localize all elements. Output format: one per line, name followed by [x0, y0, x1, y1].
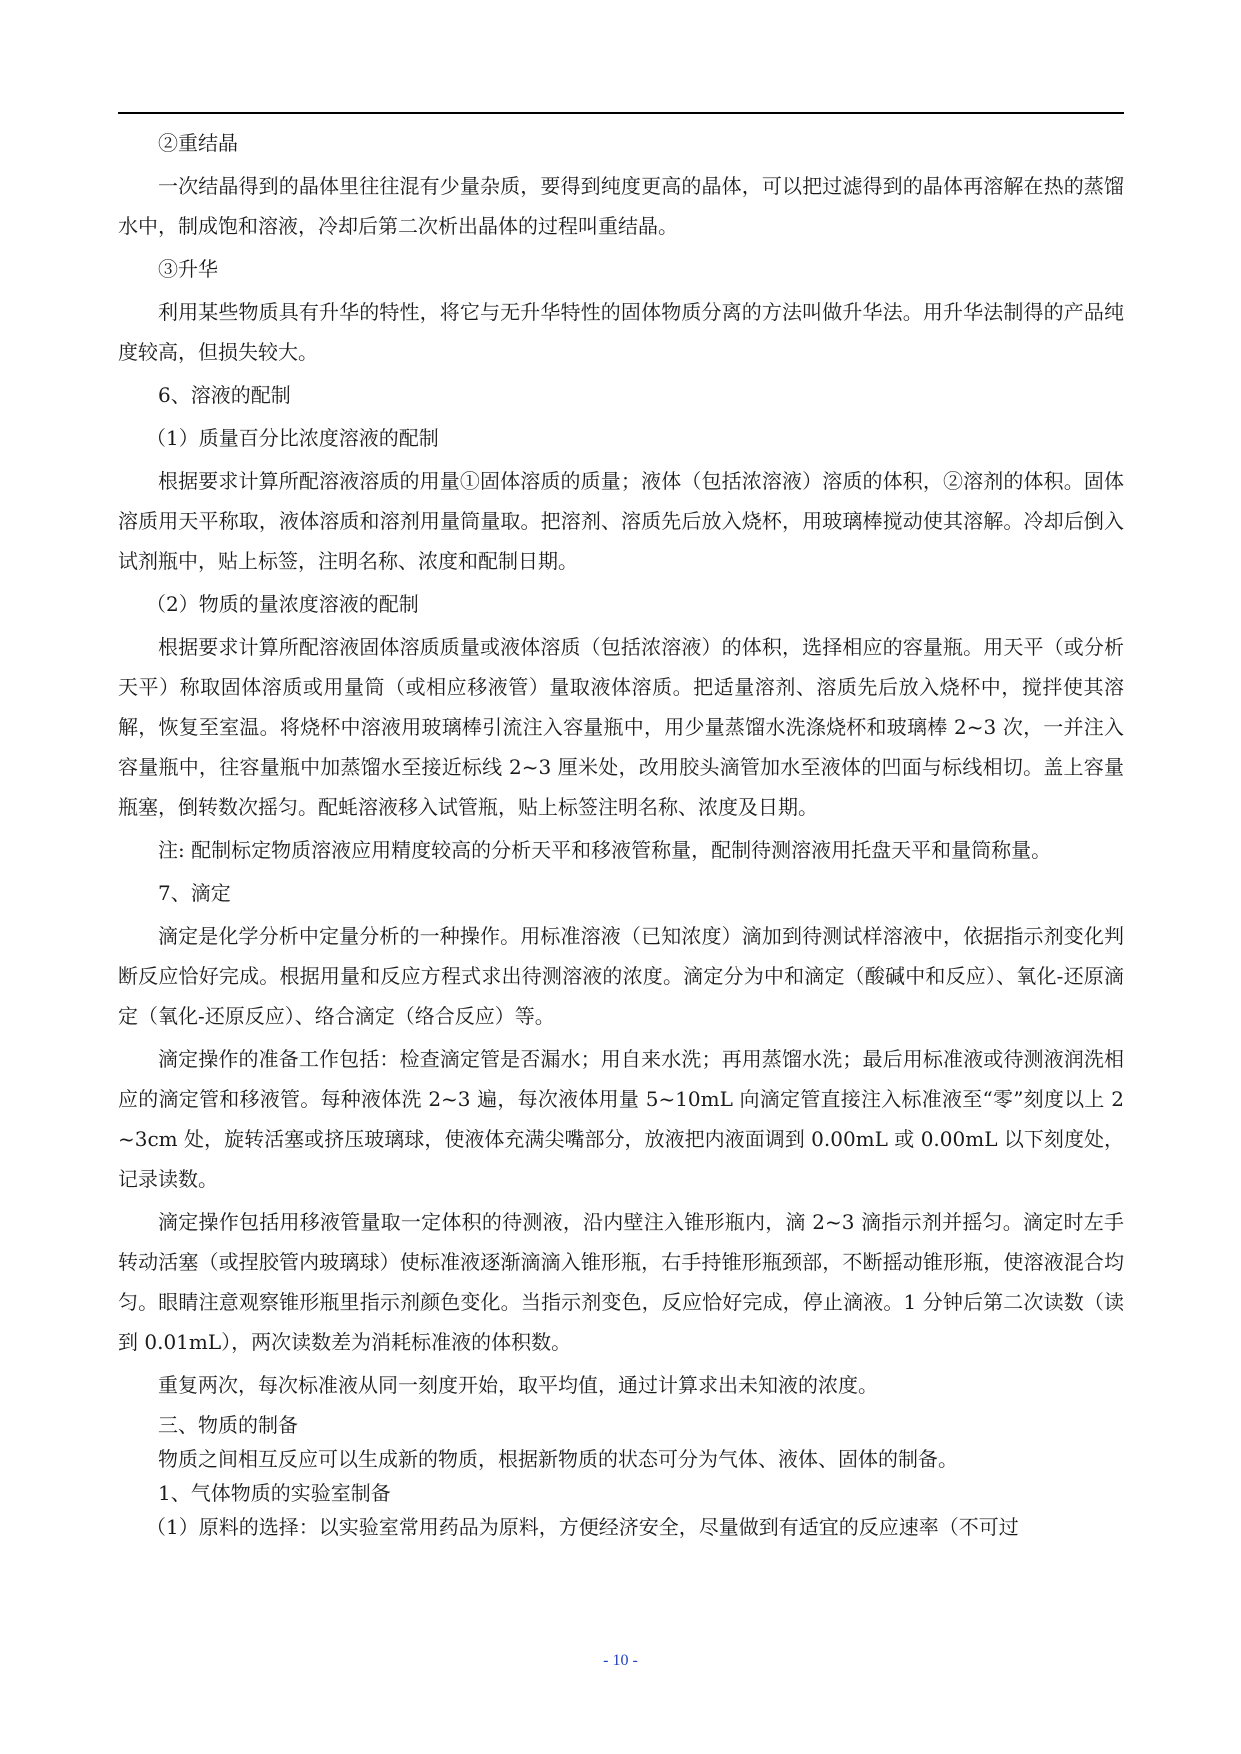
paragraph: 7、滴定	[158, 881, 231, 905]
paragraph: 利用某些物质具有升华的特性，将它与无升华特性的固体物质分离的方法叫做升华法。用升华法制得的产品纯度较高，但损失较大。	[118, 300, 1124, 364]
paragraph: 6、溶液的配制	[158, 383, 291, 407]
paragraph: ②重结晶	[158, 131, 238, 155]
paragraph: 滴定操作包括用移液管量取一定体积的待测液，沿内壁注入锥形瓶内，滴 2~3 滴指示剂并摇匀。滴定时左手转动活塞（或捏胶管内玻璃球）使标准液逐渐滴滴入锥形瓶，右手持锥形瓶颈部，不断摇动锥形瓶，使溶液混合均匀。眼睛注意观察锥形瓶里指示剂颜色变化。当指示剂变色，反应恰好完成，停止滴液。1 分钟后第二次读数（读到 0.01mL），两次读数差为消耗标准液的体积数。	[118, 1210, 1124, 1354]
paragraph: 根据要求计算所配溶液溶质的用量①固体溶质的质量；液体（包括浓溶液）溶质的体积，②溶剂的体积。固体溶质用天平称取，液体溶质和溶剂用量筒量取。把溶剂、溶质先后放入烧杯，用玻璃棒搅动使其溶解。冷却后倒入试剂瓶中，贴上标签，注明名称、浓度和配制日期。	[118, 469, 1124, 573]
paragraph: 一次结晶得到的晶体里往往混有少量杂质，要得到纯度更高的晶体，可以把过滤得到的晶体再溶解在热的蒸馏水中，制成饱和溶液，冷却后第二次析出晶体的过程叫重结晶。	[118, 174, 1124, 238]
header-rule	[118, 112, 1124, 114]
paragraph: 注: 配制标定物质溶液应用精度较高的分析天平和移液管称量，配制待测溶液用托盘天平和量筒称量。	[158, 838, 1052, 862]
paragraph: 重复两次，每次标准液从同一刻度开始，取平均值，通过计算求出未知液的浓度。	[158, 1373, 878, 1397]
paragraph: （2）物质的量浓度溶液的配制	[146, 592, 419, 616]
paragraph: 滴定是化学分析中定量分析的一种操作。用标准溶液（已知浓度）滴加到待测试样溶液中，依据指示剂变化判断反应恰好完成。根据用量和反应方程式求出待测溶液的浓度。滴定分为中和滴定（酸碱中和反应）、氧化-还原滴定（氧化-还原反应）、络合滴定（络合反应）等。	[118, 924, 1124, 1028]
body-text	[118, 123, 1124, 1544]
page-number: - 10 -	[603, 1652, 638, 1669]
paragraph: 根据要求计算所配溶液固体溶质质量或液体溶质（包括浓溶液）的体积，选择相应的容量瓶。用天平（或分析天平）称取固体溶质或用量筒（或相应移液管）量取液体溶质。把适量溶剂、溶质先后放入烧杯中，搅拌使其溶解，恢复至室温。将烧杯中溶液用玻璃棒引流注入容量瓶中，用少量蒸馏水洗涤烧杯和玻璃棒 2~3 次，一并注入容量瓶中，往容量瓶中加蒸馏水至接近标线 2~3 厘米处，改用胶头滴管加水至液体的凹面与标线相切。盖上容量瓶塞，倒转数次摇匀。配蚝溶液移入试管瓶，贴上标签注明名称、浓度及日期。	[118, 635, 1124, 819]
paragraph: （1）原料的选择：以实验室常用药品为原料，方便经济安全，尽量做到有适宜的反应速率（不可过	[146, 1515, 1019, 1539]
paragraph: （1）质量百分比浓度溶液的配制	[146, 426, 439, 450]
paragraph: ③升华	[158, 257, 218, 281]
paragraph: 物质之间相互反应可以生成新的物质，根据新物质的状态可分为气体、液体、固体的制备。	[158, 1447, 958, 1471]
paragraph: 三、物质的制备	[158, 1413, 298, 1437]
paragraph: 1、气体物质的实验室制备	[158, 1481, 391, 1505]
paragraph: 滴定操作的准备工作包括：检查滴定管是否漏水；用自来水洗；再用蒸馏水洗；最后用标准液或待测液润洗相应的滴定管和移液管。每种液体洗 2~3 遍，每次液体用量 5~10mL 向滴定管直接注入标准液至“零”刻度以上 2~3cm 处，旋转活塞或挤压玻璃球，使液体充满尖嘴部分，放液把内液面调到 0.00mL 或 0.00mL 以下刻度处，记录读数。	[118, 1047, 1124, 1191]
